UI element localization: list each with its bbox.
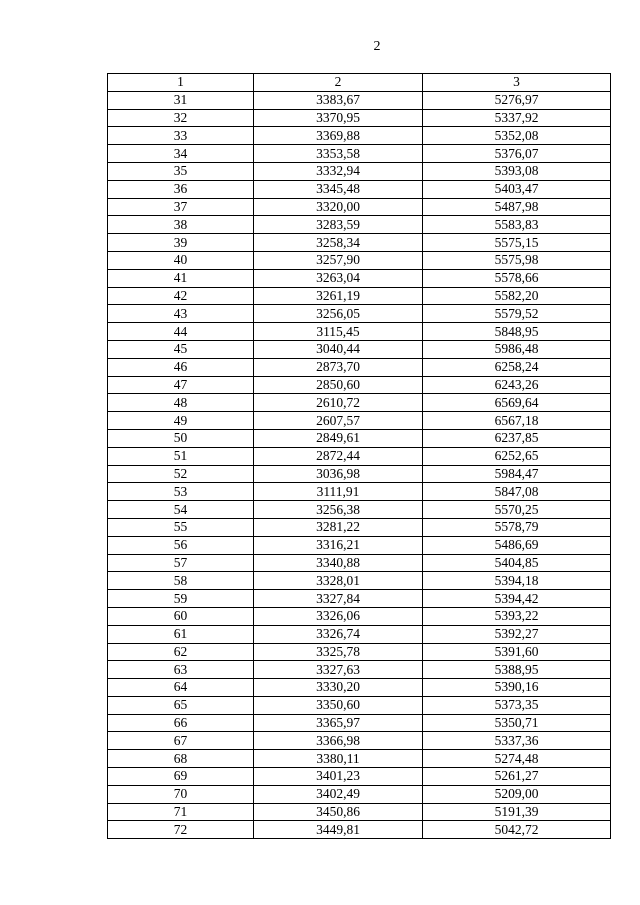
x-coordinate-cell: 2610,72 bbox=[254, 394, 423, 412]
table-row bbox=[108, 732, 611, 750]
y-coordinate-cell: 5392,27 bbox=[423, 625, 611, 643]
table-row bbox=[108, 447, 611, 465]
point-number-cell: 38 bbox=[108, 216, 254, 234]
x-coordinate-cell: 3345,48 bbox=[254, 180, 423, 198]
column-header-3: 3 bbox=[423, 74, 611, 92]
x-coordinate-cell: 2607,57 bbox=[254, 412, 423, 430]
y-coordinate-cell: 6567,18 bbox=[423, 412, 611, 430]
y-coordinate-cell: 5209,00 bbox=[423, 785, 611, 803]
point-number-cell: 50 bbox=[108, 429, 254, 447]
x-coordinate-cell: 3283,59 bbox=[254, 216, 423, 234]
point-number-cell: 36 bbox=[108, 180, 254, 198]
x-coordinate-cell: 3320,00 bbox=[254, 198, 423, 216]
point-number-cell: 72 bbox=[108, 821, 254, 839]
x-coordinate-cell: 3328,01 bbox=[254, 572, 423, 590]
table-row bbox=[108, 643, 611, 661]
table-row bbox=[108, 216, 611, 234]
y-coordinate-cell: 5390,16 bbox=[423, 679, 611, 697]
point-number-cell: 57 bbox=[108, 554, 254, 572]
table-row bbox=[108, 536, 611, 554]
table-row bbox=[108, 162, 611, 180]
x-coordinate-cell: 3402,49 bbox=[254, 785, 423, 803]
point-number-cell: 55 bbox=[108, 518, 254, 536]
point-number-cell: 45 bbox=[108, 340, 254, 358]
point-number-cell: 59 bbox=[108, 590, 254, 608]
x-coordinate-cell: 3261,19 bbox=[254, 287, 423, 305]
point-number-cell: 58 bbox=[108, 572, 254, 590]
table-row bbox=[108, 323, 611, 341]
x-coordinate-cell: 3036,98 bbox=[254, 465, 423, 483]
table-row bbox=[108, 91, 611, 109]
table-row bbox=[108, 127, 611, 145]
y-coordinate-cell: 5575,15 bbox=[423, 234, 611, 252]
point-number-cell: 52 bbox=[108, 465, 254, 483]
x-coordinate-cell: 2849,61 bbox=[254, 429, 423, 447]
x-coordinate-cell: 3350,60 bbox=[254, 696, 423, 714]
y-coordinate-cell: 5337,92 bbox=[423, 109, 611, 127]
x-coordinate-cell: 3263,04 bbox=[254, 269, 423, 287]
y-coordinate-cell: 5042,72 bbox=[423, 821, 611, 839]
x-coordinate-cell: 3340,88 bbox=[254, 554, 423, 572]
x-coordinate-cell: 3115,45 bbox=[254, 323, 423, 341]
x-coordinate-cell: 3325,78 bbox=[254, 643, 423, 661]
y-coordinate-cell: 5848,95 bbox=[423, 323, 611, 341]
table-row bbox=[108, 607, 611, 625]
y-coordinate-cell: 5191,39 bbox=[423, 803, 611, 821]
table-row bbox=[108, 590, 611, 608]
y-coordinate-cell: 5575,98 bbox=[423, 251, 611, 269]
y-coordinate-cell: 5373,35 bbox=[423, 696, 611, 714]
table-row bbox=[108, 714, 611, 732]
x-coordinate-cell: 3449,81 bbox=[254, 821, 423, 839]
point-number-cell: 62 bbox=[108, 643, 254, 661]
table-row bbox=[108, 696, 611, 714]
y-coordinate-cell: 5403,47 bbox=[423, 180, 611, 198]
point-number-cell: 60 bbox=[108, 607, 254, 625]
y-coordinate-cell: 5486,69 bbox=[423, 536, 611, 554]
y-coordinate-cell: 5274,48 bbox=[423, 750, 611, 768]
y-coordinate-cell: 5388,95 bbox=[423, 661, 611, 679]
point-number-cell: 67 bbox=[108, 732, 254, 750]
y-coordinate-cell: 5376,07 bbox=[423, 145, 611, 163]
x-coordinate-cell: 3326,06 bbox=[254, 607, 423, 625]
point-number-cell: 41 bbox=[108, 269, 254, 287]
point-number-cell: 40 bbox=[108, 251, 254, 269]
table-row bbox=[108, 145, 611, 163]
x-coordinate-cell: 3450,86 bbox=[254, 803, 423, 821]
y-coordinate-cell: 5578,79 bbox=[423, 518, 611, 536]
x-coordinate-cell: 3326,74 bbox=[254, 625, 423, 643]
x-coordinate-cell: 3401,23 bbox=[254, 768, 423, 786]
x-coordinate-cell: 3370,95 bbox=[254, 109, 423, 127]
y-coordinate-cell: 5579,52 bbox=[423, 305, 611, 323]
x-coordinate-cell: 2872,44 bbox=[254, 447, 423, 465]
x-coordinate-cell: 3383,67 bbox=[254, 91, 423, 109]
table-row bbox=[108, 750, 611, 768]
x-coordinate-cell: 3256,38 bbox=[254, 501, 423, 519]
point-number-cell: 65 bbox=[108, 696, 254, 714]
table-row bbox=[108, 109, 611, 127]
point-number-cell: 35 bbox=[108, 162, 254, 180]
y-coordinate-cell: 5986,48 bbox=[423, 340, 611, 358]
table-row bbox=[108, 234, 611, 252]
point-number-cell: 42 bbox=[108, 287, 254, 305]
point-number-cell: 54 bbox=[108, 501, 254, 519]
table-row bbox=[108, 625, 611, 643]
point-number-cell: 66 bbox=[108, 714, 254, 732]
table-row bbox=[108, 180, 611, 198]
point-number-cell: 44 bbox=[108, 323, 254, 341]
column-header-1: 1 bbox=[108, 74, 254, 92]
point-number-cell: 46 bbox=[108, 358, 254, 376]
table-row bbox=[108, 821, 611, 839]
point-number-cell: 61 bbox=[108, 625, 254, 643]
table-row bbox=[108, 661, 611, 679]
y-coordinate-cell: 5394,18 bbox=[423, 572, 611, 590]
x-coordinate-cell: 3380,11 bbox=[254, 750, 423, 768]
x-coordinate-cell: 3281,22 bbox=[254, 518, 423, 536]
y-coordinate-cell: 5337,36 bbox=[423, 732, 611, 750]
x-coordinate-cell: 3258,34 bbox=[254, 234, 423, 252]
point-number-cell: 69 bbox=[108, 768, 254, 786]
table-row bbox=[108, 358, 611, 376]
x-coordinate-cell: 3332,94 bbox=[254, 162, 423, 180]
x-coordinate-cell: 3327,63 bbox=[254, 661, 423, 679]
x-coordinate-cell: 2873,70 bbox=[254, 358, 423, 376]
table-row bbox=[108, 287, 611, 305]
table-row bbox=[108, 412, 611, 430]
y-coordinate-cell: 5582,20 bbox=[423, 287, 611, 305]
y-coordinate-cell: 6237,85 bbox=[423, 429, 611, 447]
table-row bbox=[108, 376, 611, 394]
y-coordinate-cell: 5352,08 bbox=[423, 127, 611, 145]
point-number-cell: 37 bbox=[108, 198, 254, 216]
table-header-row bbox=[108, 74, 611, 92]
point-number-cell: 51 bbox=[108, 447, 254, 465]
table-row bbox=[108, 269, 611, 287]
y-coordinate-cell: 6569,64 bbox=[423, 394, 611, 412]
table-row bbox=[108, 501, 611, 519]
point-number-cell: 47 bbox=[108, 376, 254, 394]
table-row bbox=[108, 394, 611, 412]
y-coordinate-cell: 6252,65 bbox=[423, 447, 611, 465]
y-coordinate-cell: 5350,71 bbox=[423, 714, 611, 732]
x-coordinate-cell: 2850,60 bbox=[254, 376, 423, 394]
x-coordinate-cell: 3365,97 bbox=[254, 714, 423, 732]
point-number-cell: 49 bbox=[108, 412, 254, 430]
x-coordinate-cell: 3369,88 bbox=[254, 127, 423, 145]
x-coordinate-cell: 3040,44 bbox=[254, 340, 423, 358]
y-coordinate-cell: 5578,66 bbox=[423, 269, 611, 287]
table-row bbox=[108, 465, 611, 483]
x-coordinate-cell: 3327,84 bbox=[254, 590, 423, 608]
y-coordinate-cell: 5276,97 bbox=[423, 91, 611, 109]
table-row bbox=[108, 785, 611, 803]
table-row bbox=[108, 251, 611, 269]
table-row bbox=[108, 768, 611, 786]
x-coordinate-cell: 3366,98 bbox=[254, 732, 423, 750]
point-number-cell: 70 bbox=[108, 785, 254, 803]
point-number-cell: 33 bbox=[108, 127, 254, 145]
point-number-cell: 31 bbox=[108, 91, 254, 109]
y-coordinate-cell: 6243,26 bbox=[423, 376, 611, 394]
point-number-cell: 53 bbox=[108, 483, 254, 501]
point-number-cell: 34 bbox=[108, 145, 254, 163]
y-coordinate-cell: 5393,08 bbox=[423, 162, 611, 180]
y-coordinate-cell: 5487,98 bbox=[423, 198, 611, 216]
point-number-cell: 32 bbox=[108, 109, 254, 127]
x-coordinate-cell: 3316,21 bbox=[254, 536, 423, 554]
y-coordinate-cell: 5261,27 bbox=[423, 768, 611, 786]
y-coordinate-cell: 5847,08 bbox=[423, 483, 611, 501]
point-number-cell: 64 bbox=[108, 679, 254, 697]
x-coordinate-cell: 3257,90 bbox=[254, 251, 423, 269]
coordinates-table-body bbox=[108, 74, 611, 839]
table-row bbox=[108, 518, 611, 536]
table-row bbox=[108, 572, 611, 590]
y-coordinate-cell: 5570,25 bbox=[423, 501, 611, 519]
point-number-cell: 56 bbox=[108, 536, 254, 554]
column-header-2: 2 bbox=[254, 74, 423, 92]
y-coordinate-cell: 5391,60 bbox=[423, 643, 611, 661]
y-coordinate-cell: 5583,83 bbox=[423, 216, 611, 234]
point-number-cell: 39 bbox=[108, 234, 254, 252]
point-number-cell: 43 bbox=[108, 305, 254, 323]
table-row bbox=[108, 483, 611, 501]
point-number-cell: 48 bbox=[108, 394, 254, 412]
y-coordinate-cell: 6258,24 bbox=[423, 358, 611, 376]
y-coordinate-cell: 5393,22 bbox=[423, 607, 611, 625]
table-row bbox=[108, 803, 611, 821]
point-number-cell: 71 bbox=[108, 803, 254, 821]
point-number-cell: 63 bbox=[108, 661, 254, 679]
point-number-cell: 68 bbox=[108, 750, 254, 768]
table-row bbox=[108, 429, 611, 447]
coordinates-table bbox=[107, 73, 611, 839]
page-number: 2 bbox=[373, 39, 381, 54]
y-coordinate-cell: 5984,47 bbox=[423, 465, 611, 483]
table-row bbox=[108, 340, 611, 358]
y-coordinate-cell: 5394,42 bbox=[423, 590, 611, 608]
table-row bbox=[108, 554, 611, 572]
x-coordinate-cell: 3330,20 bbox=[254, 679, 423, 697]
x-coordinate-cell: 3256,05 bbox=[254, 305, 423, 323]
table-row bbox=[108, 305, 611, 323]
x-coordinate-cell: 3353,58 bbox=[254, 145, 423, 163]
table-row bbox=[108, 679, 611, 697]
x-coordinate-cell: 3111,91 bbox=[254, 483, 423, 501]
y-coordinate-cell: 5404,85 bbox=[423, 554, 611, 572]
table-row bbox=[108, 198, 611, 216]
